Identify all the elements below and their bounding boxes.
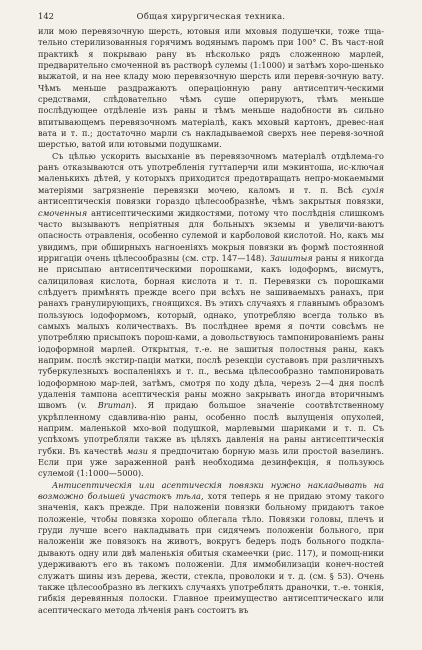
text-run: ). Я придаю большое значеніе соотвѣтственному укрѣпленному сдавлива-нію раны, особенно послѣ вылущенія опухолей, наприм. маленькой мхо-вой подушкой, марлевыми шариками и т. п. Съ успѣхомъ употребляли также въ цѣляхъ давленія на раны антисептическія губки. Въ качествѣ: [38, 400, 384, 456]
italic-text-run: v. Bruman: [80, 400, 131, 411]
text-run: раны я никогда не присыпаю антисептическими порошками, какъ іодоформъ, висмутъ, салициловая кислота, борная кислота и т. п. Перевязки съ порошками слѣдуетъ примѣнять прежде всего при всѣхъ не зашиваемыхъ ранахъ, при ранахъ гранулирующихъ, гноящихся. Въ этихъ случаяхъ я главнымъ образомъ пользуюсь іодоформомъ, который, однако, употребляю всегда только въ самыхъ малыхъ количествахъ. Въ послѣднее время я почти совсѣмъ не употребляю присыпокъ порош-ками, а довольствуюсь тампонированіемъ раны іодоформной марлей. Открытыя, т.-е. не зашитыя полостныя раны, какъ наприм. послѣ экстир-паціи матки, послѣ резекціи суставовъ при различныхъ туберкулезныхъ воспаленіяхъ и т. п., весьма цѣлесообразно тампонировать іодоформною мар-лей, затѣмъ, смотря по ходу дѣла, черезъ 2—4 дня послѣ удаленія тампона асептическія раны можно закрывать иногда вторичнымъ швомъ (: [38, 252, 384, 411]
body-text: [38, 26, 384, 616]
text-run: антисептическія повязки гораздо цѣлесообразнѣе, чѣмъ закрытыя повязки,: [38, 196, 384, 207]
text-run: я предпочитаю борную мазь или простой вазелинъ. Если при уже зараженной ранѣ необходима дезинфекція, я пользуюсь сулемой (1:1000—5000).: [38, 445, 384, 479]
italic-text-run: смоченныя: [38, 207, 88, 218]
italic-text-run: мази: [126, 445, 148, 456]
running-title: Общая хирургическая техника.: [136, 11, 286, 21]
page-number: 142: [38, 11, 54, 21]
page-header: [38, 6, 384, 26]
text-run: Съ цѣлью ускорить высыханіе въ перевязочномъ матеріалѣ отдѣлема-го ранъ отказываются отъ употребленія гуттаперчи или мэкинтоша, ис-ключая маленькихъ дѣтей, у которыхъ приходится предотвращать непро-мокаемыми матеріями загрязненіе перевязки мочею, каломъ и т. п. Всѣ: [38, 150, 384, 195]
italic-text-run: Зашитыя: [269, 252, 313, 263]
italic-text-run: сухія: [362, 184, 384, 195]
paragraph-3: [38, 480, 384, 616]
text-run: , хотя теперь я не придаю этому такого значенія, какъ прежде. При наложеніи повязки больному придаютъ такое положеніе, чтобы повязка хорошо облегала тѣло. Повязки головы, плечъ и груди лучше всего накладывать при сидячемъ положеніи больного, при наложеніи же повязокъ на животъ, вокругъ бедеръ подъ больного подкла-дывають одну или двѣ маленькія обитыя скамеечки (рис. 117), и помощ-ники удерживаютъ его въ такомъ положеніи. Для иммобилизаціи конеч-ностей служатъ шины изъ дерева, жести, стекла, проволоки и т. д. (см. § 53). Очень также цѣлесообразно въ легкихъ случаяхъ употреблять драночки, т.-е. тонкія, гибкія деревянныя полоски. Главное преимущество антисептическаго или асептическаго метода лѣченія ранъ состоитъ въ: [38, 491, 384, 615]
paragraph-2: [38, 151, 384, 480]
paragraph-1: [38, 26, 384, 151]
text-run: антисептическими жидкостями, потому что послѣднія слишкомъ часто вызываютъ непріятныя для больныхъ экземы и увеличи-ваютъ опасность отравленія, особенно сулемой и карболовой кислотой. Но, какъ мы увидимъ, при обширныхъ нагноеніяхъ мокрыя повязки въ формѣ постоянной ирригаціи очень цѣлесообразны (см. стр. 147—148).: [38, 207, 384, 263]
text-run: или мою перевязочную шерсть, ютовыя или мховыя подушечки, тоже тща-тельно стерилизованныя горячимъ водянымъ паромъ при 100° С. Въ част-ной практикѣ я покрываю рану въ нѣсколько рядъ сложенною марлей, предварительно смоченной въ растворѣ сулемы (1:1000) и затѣмъ хоро-шенько выжатой, и на нее кладу мою перевязочную шерсть или перевя-зочную вату. Чѣмъ меньше раздражаютъ операціонную рану антисептич-ческими средствами, слѣдовательно чѣмъ суше оперируютъ, тѣмъ меньше послѣдующее отдѣленіе изъ раны и тѣмъ меньше надобности въ сильно впитывающемъ перевязочномъ матеріалѣ, какъ мховый картонъ, древес-ная вата и т. п.; достаточно марли съ накладываемой сверхъ нее перевя-зочной шерстью, ватой или ютовыми подушками.: [38, 26, 384, 150]
italic-text-run: Антисептическія или асептическія повязки нужно накладывать на возможно большей участокъ тѣла: [38, 479, 384, 502]
